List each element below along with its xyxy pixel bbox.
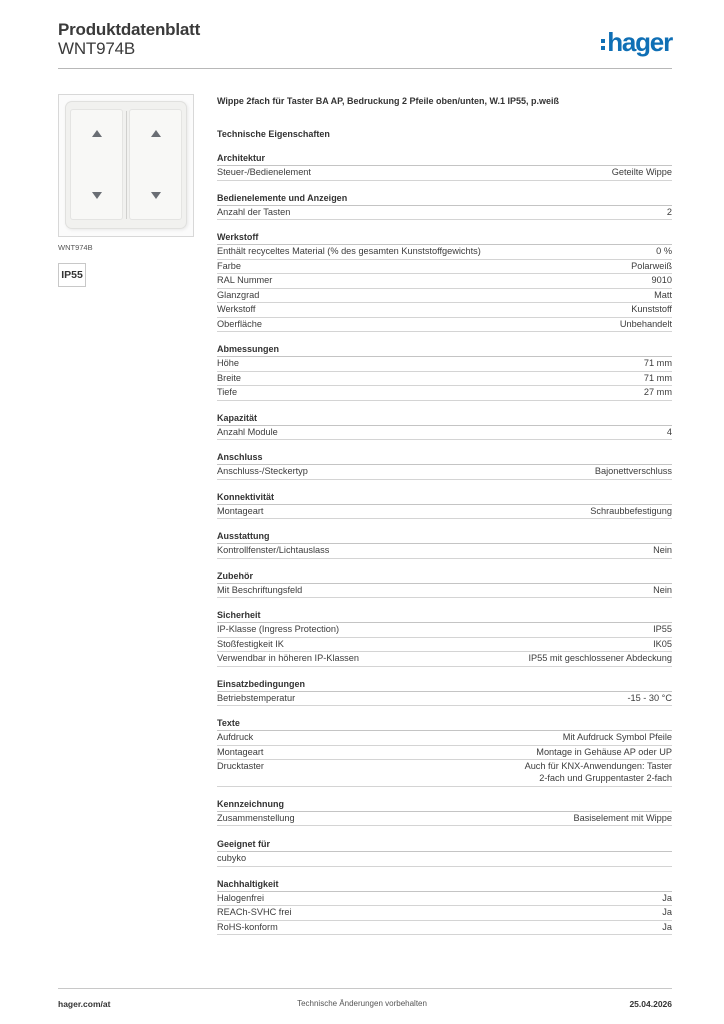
spec-label: REACh-SVHC frei: [217, 907, 292, 918]
hager-logo[interactable]: [601, 27, 672, 58]
spec-value: Auch für KNX-Anwendungen: Taster 2-fach und Gruppentaster 2-fach: [524, 761, 672, 783]
spec-value: IK05: [653, 638, 672, 649]
rocker-right: [129, 109, 182, 220]
spec-value: 9010: [651, 275, 672, 285]
section-title: Zubehör: [217, 570, 672, 584]
spec-value: Kunststoff: [631, 304, 672, 314]
page-title: Produktdatenblatt: [58, 20, 201, 39]
spec-value: Nein: [653, 545, 672, 555]
section-title: Ausstattung: [217, 530, 672, 544]
image-caption: WNT974B: [58, 243, 93, 252]
section-title: Kapazität: [217, 412, 672, 426]
page-subtitle: WNT974B: [58, 39, 136, 58]
spec-value: Basiselement mit Wippe: [573, 812, 672, 823]
spec-label: Glanzgrad: [217, 289, 260, 300]
spec-value: Ja: [662, 921, 672, 932]
spec-section: [217, 343, 672, 401]
spec-value: Schraubbefestigung: [590, 505, 672, 516]
section-title: Geeignet für: [217, 838, 672, 852]
spec-section: [217, 570, 672, 599]
spec-row: [217, 692, 672, 707]
spec-value: Montage in Gehäuse AP oder UP: [536, 746, 672, 757]
spec-row: [217, 245, 672, 260]
spec-row: [217, 921, 672, 936]
section-title: Werkstoff: [217, 231, 672, 245]
spec-row: [217, 426, 672, 441]
spec-label: Werkstoff: [217, 304, 256, 314]
spec-section: [217, 152, 672, 181]
spec-content: [217, 94, 672, 946]
section-title: Architektur: [217, 152, 672, 166]
section-title: Einsatzbedingungen: [217, 678, 672, 692]
arrow-up-icon: [151, 130, 161, 137]
section-title: Sicherheit: [217, 609, 672, 623]
spec-row: [217, 906, 672, 921]
spec-value: IP55 mit geschlossener Abdeckung: [528, 653, 672, 663]
spec-section: [217, 609, 672, 667]
tech-properties-title: Technische Eigenschaften: [217, 129, 330, 139]
footer-disclaimer: Technische Änderungen vorbehalten: [297, 999, 427, 1008]
spec-label: Montageart: [217, 746, 264, 757]
spec-value: 4: [666, 426, 672, 437]
spec-label: Aufdruck: [217, 732, 254, 742]
section-title: Nachhaltigkeit: [217, 878, 672, 892]
spec-value: Unbehandelt: [619, 318, 672, 329]
spec-row: [217, 731, 672, 746]
spec-row: [217, 638, 672, 653]
spec-label: Farbe: [217, 260, 242, 271]
spec-section: [217, 231, 672, 332]
arrow-down-icon: [151, 192, 161, 199]
section-title: Texte: [217, 717, 672, 731]
spec-label: Tiefe: [217, 387, 238, 397]
spec-label: Zusammenstellung: [217, 812, 295, 823]
ip-badge: IP55: [58, 263, 86, 287]
spec-label: Steuer-/Bedienelement: [217, 167, 311, 177]
spec-value: -15 - 30 °C: [627, 692, 672, 703]
spec-section: [217, 798, 672, 827]
spec-section: [217, 717, 672, 787]
spec-row: [217, 760, 672, 787]
spec-label: Betriebstemperatur: [217, 692, 296, 703]
spec-value: Ja: [662, 907, 672, 918]
spec-label: Breite: [217, 372, 242, 383]
spec-row: [217, 386, 672, 401]
spec-value: IP55: [653, 624, 672, 634]
spec-row: [217, 206, 672, 221]
spec-value: 71 mm: [643, 358, 672, 368]
spec-row: [217, 623, 672, 638]
section-title: Kennzeichnung: [217, 798, 672, 812]
spec-section: [217, 878, 672, 936]
product-image: [58, 94, 194, 237]
footer-date: 25.04.2026: [629, 999, 672, 1009]
spec-label: RoHS-konform: [217, 921, 278, 932]
spec-value: 71 mm: [643, 372, 672, 383]
spec-section: [217, 412, 672, 441]
spec-label: Verwendbar in höheren IP-Klassen: [217, 653, 359, 663]
section-title: Bedienelemente und Anzeigen: [217, 192, 672, 206]
spec-row: [217, 505, 672, 520]
spec-row: [217, 274, 672, 289]
spec-row: [217, 812, 672, 827]
rocker-divider: [126, 111, 127, 219]
spec-row: [217, 260, 672, 275]
footer-website-link[interactable]: hager.com/at: [58, 999, 111, 1009]
spec-row: [217, 166, 672, 181]
spec-label: Höhe: [217, 358, 239, 368]
spec-label: Mit Beschriftungsfeld: [217, 584, 303, 595]
spec-value: 0 %: [656, 246, 672, 256]
spec-row: [217, 544, 672, 559]
spec-section: [217, 838, 672, 867]
spec-row: [217, 357, 672, 372]
spec-value: 2: [666, 206, 672, 217]
spec-row: [217, 465, 672, 480]
spec-value: Matt: [654, 289, 672, 300]
spec-label: Drucktaster: [217, 761, 264, 771]
arrow-up-icon: [92, 130, 102, 137]
spec-value: Nein: [653, 584, 672, 595]
spec-label: Kontrollfenster/Lichtauslass: [217, 545, 330, 555]
header-divider: [58, 68, 672, 69]
rocker-left: [70, 109, 123, 220]
spec-label: Anzahl Module: [217, 426, 278, 437]
product-description: Wippe 2fach für Taster BA AP, Bedruckung 2 Pfeile oben/unten, W.1 IP55, p.weiß: [217, 96, 559, 106]
spec-row: [217, 372, 672, 387]
section-title: Anschluss: [217, 451, 672, 465]
section-title: Konnektivität: [217, 491, 672, 505]
spec-section: [217, 491, 672, 520]
arrow-down-icon: [92, 192, 102, 199]
footer-divider: [58, 988, 672, 989]
rocker-plate: [65, 101, 187, 229]
spec-section: [217, 451, 672, 480]
spec-value: Bajonettverschluss: [594, 466, 672, 476]
spec-sections: [217, 152, 672, 935]
logo-mark-icon: [601, 38, 605, 52]
spec-row: [217, 303, 672, 318]
spec-label: Montageart: [217, 505, 264, 516]
spec-row: [217, 746, 672, 761]
spec-row: [217, 852, 672, 867]
spec-section: [217, 192, 672, 221]
spec-value: Ja: [662, 892, 672, 903]
spec-label: RAL Nummer: [217, 275, 273, 285]
spec-section: [217, 678, 672, 707]
spec-value: Geteilte Wippe: [611, 167, 672, 177]
spec-label: Stoßfestigkeit IK: [217, 638, 284, 649]
spec-row: [217, 892, 672, 907]
spec-label: cubyko: [217, 853, 247, 864]
spec-value: Polarweiß: [631, 260, 672, 271]
spec-label: IP-Klasse (Ingress Protection): [217, 624, 340, 634]
spec-value: Mit Aufdruck Symbol Pfeile: [562, 732, 672, 742]
spec-label: Oberfläche: [217, 318, 262, 329]
spec-label: Enthält recyceltes Material (% des gesamten Kunststoffgewichts): [217, 246, 481, 256]
logo-text: hager: [607, 27, 672, 57]
spec-row: [217, 318, 672, 333]
spec-value: 27 mm: [643, 387, 672, 397]
spec-label: Anschluss-/Steckertyp: [217, 466, 308, 476]
spec-label: Halogenfrei: [217, 892, 264, 903]
spec-section: [217, 530, 672, 559]
section-title: Abmessungen: [217, 343, 672, 357]
spec-label: Anzahl der Tasten: [217, 206, 291, 217]
spec-row: [217, 289, 672, 304]
spec-row: [217, 584, 672, 599]
spec-row: [217, 652, 672, 667]
